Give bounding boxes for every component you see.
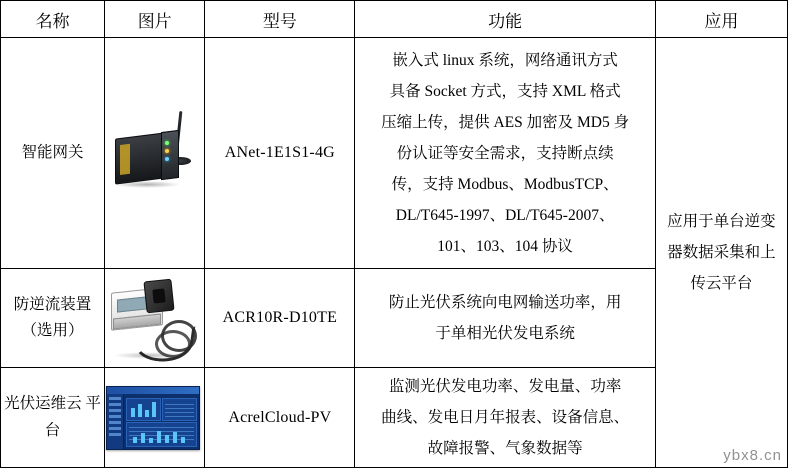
function-line: 嵌入式 linux 系统，网络通讯方式	[392, 51, 618, 69]
cell-function-gateway	[355, 38, 655, 269]
gateway-front-panel	[161, 130, 179, 180]
function-line: 故障报警、气象数据等	[427, 440, 583, 458]
function-line: 监测光伏发电功率、发电量、功率	[388, 378, 622, 396]
table-header-row	[1, 1, 788, 38]
sidebar-item	[109, 433, 121, 436]
function-line: 传，支持 Modbus、ModbusTCP、	[391, 175, 619, 193]
gateway-device-photo	[105, 38, 201, 268]
function-line: 防止光伏系统向电网输送功率，用	[388, 294, 622, 312]
power-meter-with-current-transformer-photo	[105, 269, 201, 367]
header-application: 应用	[655, 1, 787, 38]
function-line: 于单相光伏发电系统	[435, 325, 575, 343]
header-model: 型号	[205, 1, 355, 38]
cloud-platform-dashboard-screenshot	[105, 368, 201, 467]
application-line: 器数据采集和上	[667, 244, 776, 261]
text-line	[129, 431, 194, 432]
text-line	[165, 416, 194, 417]
function-line: 具备 Socket 方式，支持 XML 格式	[389, 82, 621, 100]
bar	[138, 404, 142, 417]
name-line: 光伏运维云	[4, 395, 82, 413]
text-line	[165, 412, 194, 413]
application-line: 应用于单台逆变	[667, 213, 776, 230]
cell-name-anti-backflow	[1, 269, 105, 368]
sidebar-item	[109, 409, 121, 412]
bar	[141, 433, 145, 443]
drop-shadow	[113, 352, 185, 359]
cell-name-cloud-platform	[1, 368, 105, 468]
function-line: 曲线、发电日月年报表、设备信息、	[381, 409, 630, 427]
bar	[145, 410, 149, 417]
bar	[173, 432, 177, 443]
sidebar-item	[109, 415, 121, 418]
dashboard-sidebar	[107, 394, 124, 449]
dashboard-topbar	[107, 387, 199, 394]
drop-shadow	[113, 181, 181, 188]
bar	[131, 408, 135, 417]
text-line	[165, 404, 194, 405]
dashboard-panel	[126, 398, 161, 421]
function-line: DL/T645-1997、DL/T645-2007、	[395, 206, 615, 224]
sidebar-item	[109, 403, 121, 406]
header-picture: 图片	[105, 1, 205, 38]
cell-function-anti-backflow	[355, 269, 655, 368]
cell-name-gateway: 智能网关	[1, 38, 105, 269]
header-function: 功能	[355, 1, 655, 38]
cell-picture-gateway	[105, 38, 205, 269]
cell-picture-anti-backflow	[105, 269, 205, 368]
cell-application	[655, 38, 787, 468]
current-transformer-icon	[144, 279, 175, 314]
name-line: 防逆流装置	[13, 295, 92, 313]
bar	[133, 437, 137, 443]
bar	[181, 437, 185, 443]
cell-picture-cloud-platform	[105, 368, 205, 468]
meter-device-icon	[105, 272, 201, 364]
dashboard-panel	[126, 422, 197, 447]
function-line: 101、103、104 协议	[437, 237, 573, 255]
cell-model-anti-backflow: ACR10R-D10TE	[205, 269, 355, 368]
function-line: 份认证等安全需求，支持断点续	[396, 144, 614, 162]
dashboard-screen-icon	[106, 386, 200, 450]
gateway-device-icon	[105, 105, 201, 201]
dashboard-panel	[162, 398, 197, 421]
sidebar-item	[109, 421, 121, 424]
cell-model-gateway: ANet-1E1S1-4G	[205, 38, 355, 269]
header-name: 名称	[1, 1, 105, 38]
text-line	[165, 408, 194, 409]
cell-model-cloud-platform: AcrelCloud-PV	[205, 368, 355, 468]
text-line	[129, 435, 194, 436]
bar	[149, 438, 153, 443]
sidebar-item	[109, 427, 121, 430]
table-row	[1, 38, 788, 269]
bar	[157, 431, 161, 443]
name-line: 平台	[44, 395, 102, 439]
bar	[152, 402, 156, 417]
text-line	[129, 427, 194, 428]
watermark: ybx8.cn	[723, 447, 782, 464]
cell-function-cloud-platform	[355, 368, 655, 468]
name-line: （选用）	[21, 322, 84, 340]
application-line: 传云平台	[690, 275, 753, 292]
sidebar-item	[109, 397, 121, 400]
function-line: 压缩上传，提供 AES 加密及 MD5 身	[381, 113, 630, 131]
bar	[165, 435, 169, 443]
